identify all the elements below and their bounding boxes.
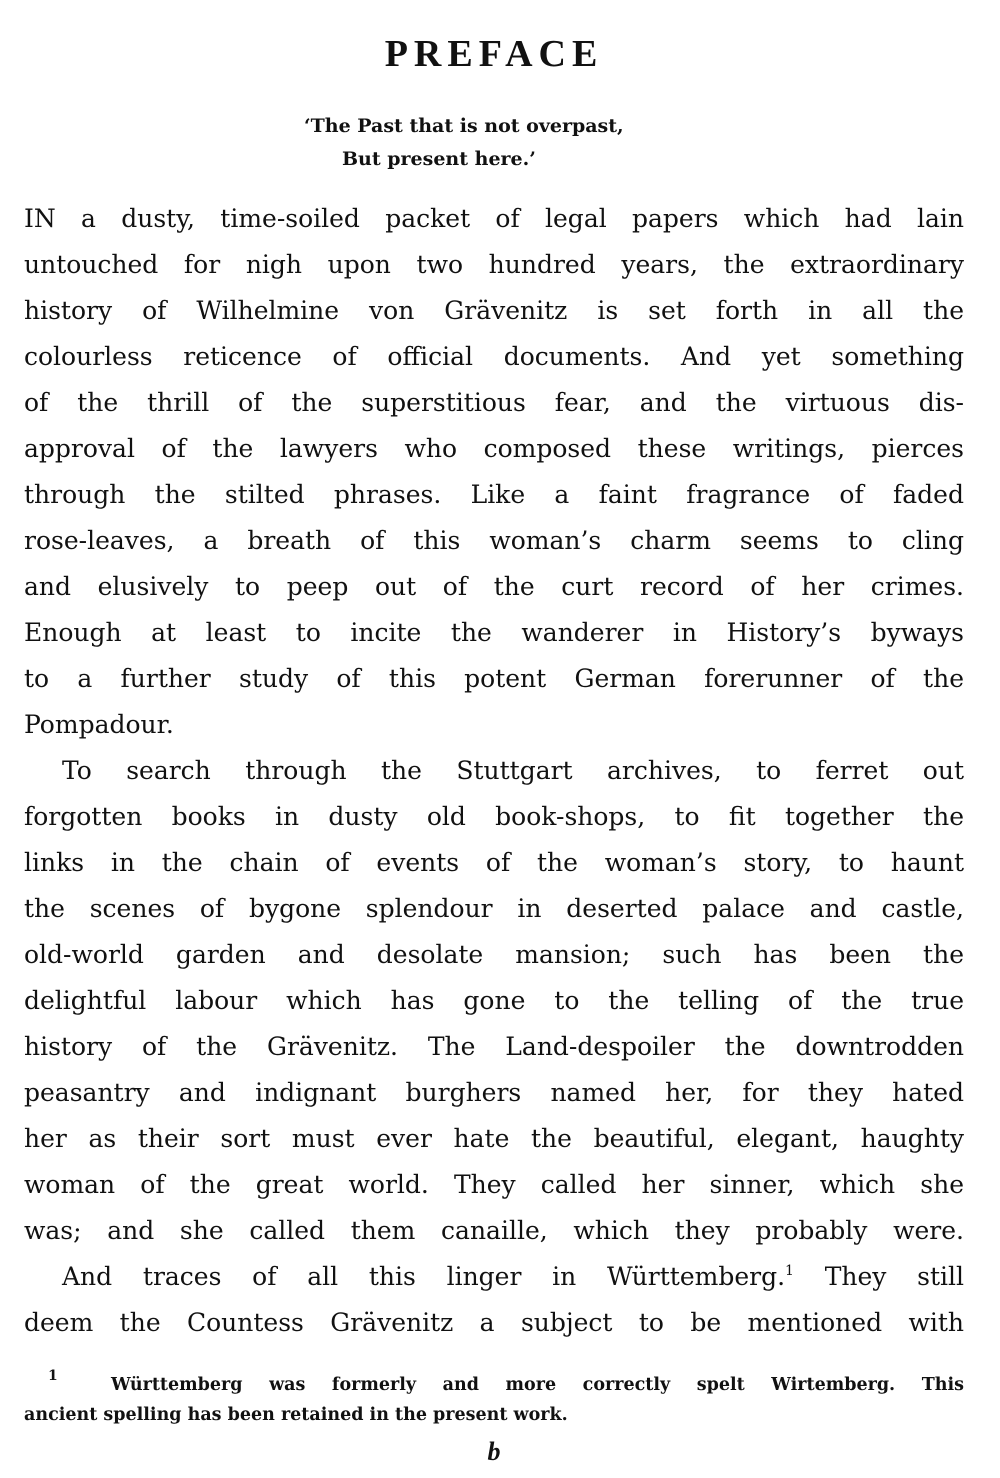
signature-mark: b — [487, 1437, 501, 1466]
text-line: Enough at least to incite the wanderer in History’s byways — [24, 618, 964, 647]
epigraph-line: But present here.’ — [342, 148, 536, 170]
text-line: delightful labour which has gone to the telling of the true — [24, 986, 964, 1015]
body-text — [24, 196, 964, 1346]
text-line: through the stilted phrases. Like a faint fragrance of faded — [24, 480, 964, 509]
text-line: and elusively to peep out of the curt record of her crimes. — [24, 572, 964, 601]
text-line: old-world garden and desolate mansion; such has been the — [24, 940, 964, 969]
text-line: of the thrill of the superstitious fear, and the virtuous dis- — [24, 388, 964, 417]
page — [24, 0, 964, 1478]
text-line: peasantry and indignant burghers named her, for they hated — [24, 1078, 964, 1107]
text-line: approval of the lawyers who composed these writings, pierces — [24, 434, 964, 463]
page-title: PREFACE — [384, 33, 604, 75]
text-line: forgotten books in dusty old book-shops, to fit together the — [24, 802, 964, 831]
text-line: untouched for nigh upon two hundred years, the extraordinary — [24, 250, 964, 279]
text-line: was; and she called them canaille, which they probably were. — [24, 1216, 964, 1245]
footnote-text: Württemberg was formerly and more correctly spelt Wirtemberg. This — [110, 1375, 964, 1395]
text-line: IN a dusty, time-soiled packet of legal papers which had lain — [24, 204, 964, 233]
footnote-marker: 1 — [48, 1368, 58, 1384]
text-line: colourless reticence of official documents. And yet something — [24, 342, 964, 371]
text-line: the scenes of bygone splendour in deserted palace and castle, — [24, 894, 964, 923]
epigraph — [304, 110, 784, 176]
text-line: To search through the Stuttgart archives, to ferret out — [62, 756, 964, 785]
footnote-line: ancient spelling has been retained in the present work. — [24, 1405, 568, 1425]
text-line: her as their sort must ever hate the beautiful, elegant, haughty — [24, 1124, 964, 1153]
footnote — [24, 1370, 964, 1430]
text-line — [24, 1254, 964, 1300]
text-line: history of Wilhelmine von Grävenitz is set forth in all the — [24, 296, 964, 325]
epigraph-line: ‘The Past that is not overpast, — [304, 115, 624, 137]
text-line: deem the Countess Grävenitz a subject to be mentioned with — [24, 1308, 964, 1337]
text-fragment: And traces of all this linger in Württemberg. — [62, 1262, 786, 1291]
footnote-line — [24, 1370, 964, 1400]
text-fragment: They still — [793, 1262, 964, 1291]
text-line: woman of the great world. They called her sinner, which she — [24, 1170, 964, 1199]
text-line: history of the Grävenitz. The Land-despoiler the downtrodden — [24, 1032, 964, 1061]
text-line: rose-leaves, a breath of this woman’s charm seems to cling — [24, 526, 964, 555]
footnote-reference[interactable]: 1 — [785, 1263, 794, 1279]
text-line: to a further study of this potent German forerunner of the — [24, 664, 964, 693]
text-line: Pompadour. — [24, 710, 174, 739]
text-line: links in the chain of events of the woman’s story, to haunt — [24, 848, 964, 877]
